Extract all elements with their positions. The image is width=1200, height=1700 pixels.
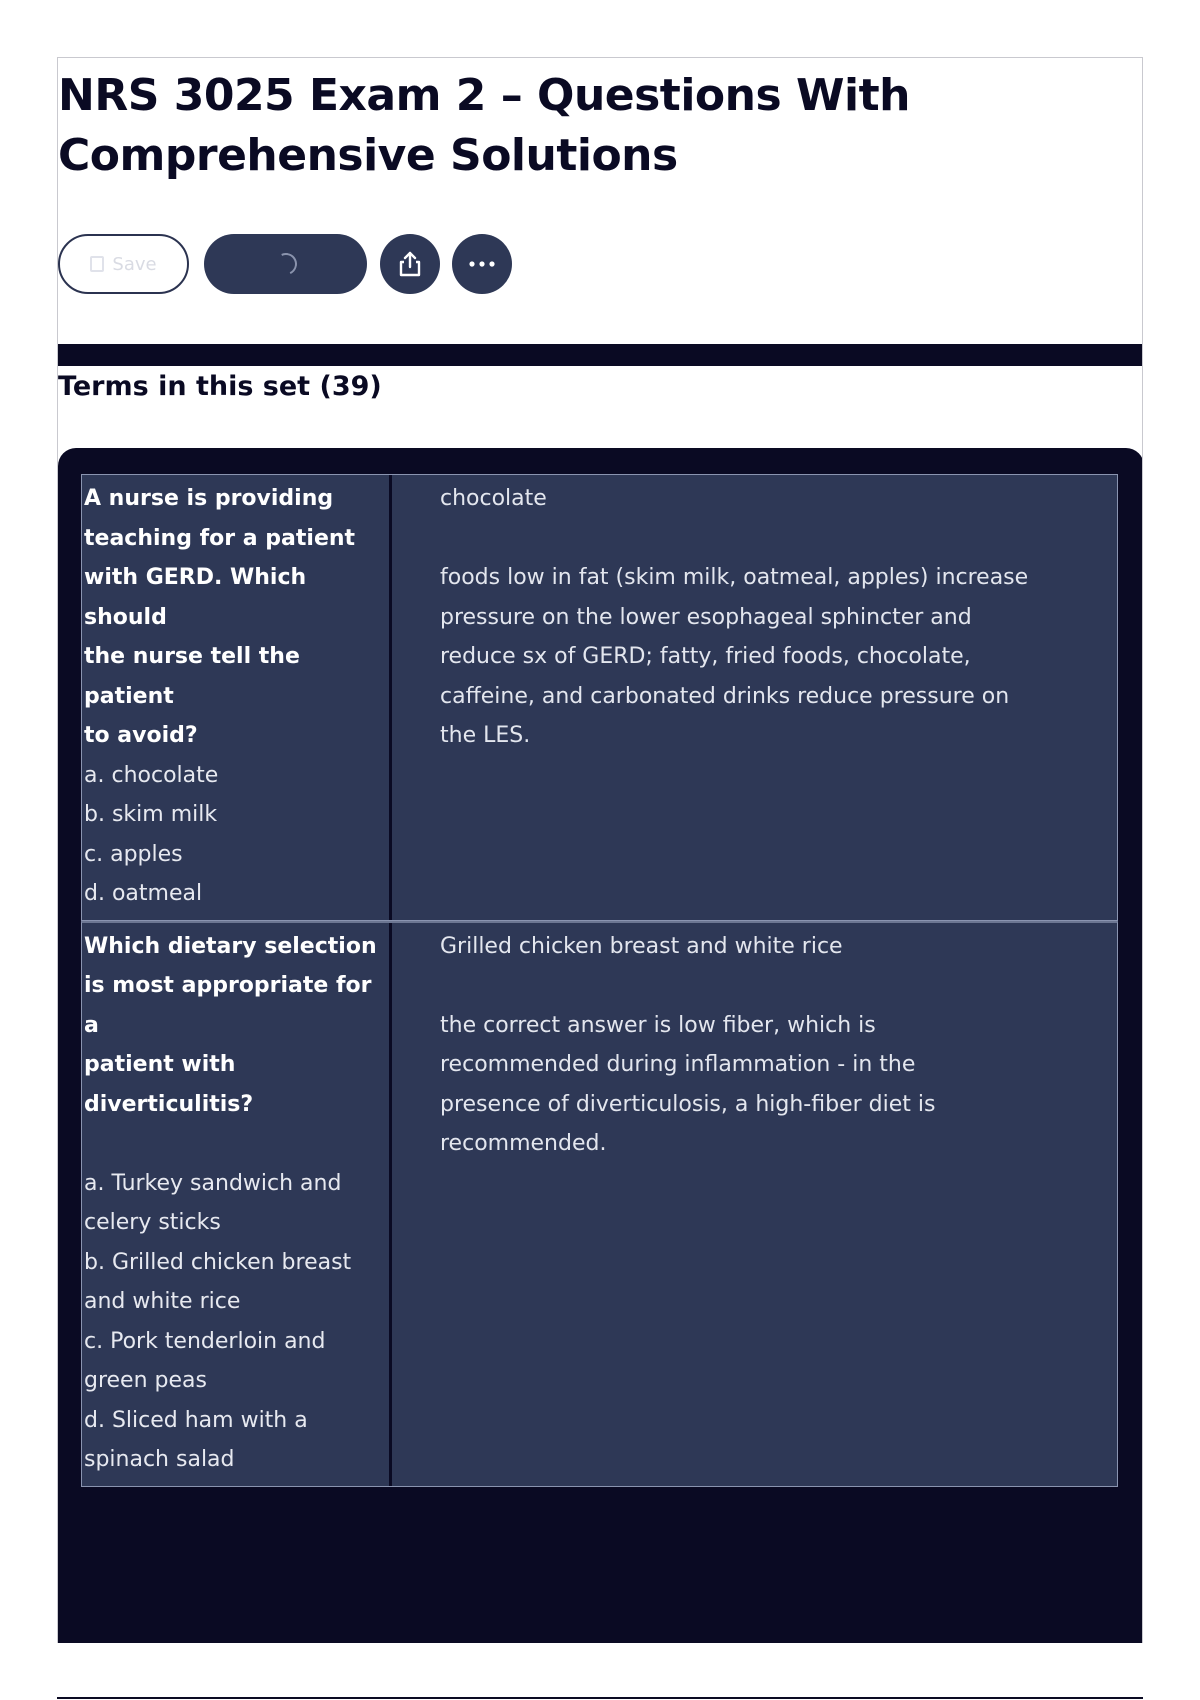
option-line: c. Pork tenderloin and: [84, 1328, 326, 1354]
share-icon: [397, 250, 423, 278]
question-line: is most appropriate for a: [84, 973, 372, 1038]
question-line: diverticulitis?: [84, 1091, 254, 1117]
option-line: a. chocolate: [84, 762, 219, 788]
more-options-button[interactable]: [452, 234, 512, 294]
more-options-icon: [468, 260, 496, 268]
terms-panel: [58, 448, 1143, 1643]
option-line: b. skim milk: [84, 802, 218, 827]
term-row: [81, 474, 1118, 921]
explanation-line: the LES.: [440, 723, 531, 748]
answer-text: chocolate: [440, 486, 547, 511]
option-line: a. Turkey sandwich and: [84, 1170, 342, 1196]
study-button[interactable]: [204, 234, 367, 294]
question-line: A nurse is providing: [84, 486, 334, 511]
explanation-line: caffeine, and carbonated drinks reduce pressure on: [440, 683, 1010, 709]
term-question-cell: [82, 475, 392, 920]
save-label: Save: [112, 253, 157, 275]
term-table: [81, 474, 1118, 1487]
explanation-line: foods low in fat (skim milk, oatmeal, apples) increase: [440, 565, 1029, 590]
question-line: Which dietary selection: [84, 933, 377, 959]
option-line: spinach salad: [84, 1447, 235, 1472]
page-bottom-rule: [57, 1697, 1143, 1699]
action-bar: [58, 233, 512, 295]
explanation-line: the correct answer is low fiber, which is: [440, 1012, 876, 1038]
explanation-line: pressure on the lower esophageal sphincter and: [440, 604, 972, 630]
explanation-line: recommended.: [440, 1131, 607, 1156]
save-button[interactable]: [58, 234, 189, 294]
option-line: d. oatmeal: [84, 881, 203, 906]
option-line: celery sticks: [84, 1210, 221, 1235]
option-line: d. Sliced ham with a: [84, 1407, 308, 1433]
blank-line: [440, 519, 1080, 559]
explanation-line: reduce sx of GERD; fatty, fried foods, chocolate,: [440, 644, 971, 669]
share-button[interactable]: [380, 234, 440, 294]
page-container: [57, 57, 1143, 1643]
section-divider: [58, 344, 1142, 366]
blank-line: [84, 1124, 389, 1164]
term-definition-cell: [440, 927, 1080, 1164]
terms-heading: Terms in this set (39): [58, 371, 382, 402]
option-line: green peas: [84, 1368, 207, 1393]
question-line: the nurse tell the patient: [84, 644, 300, 709]
blank-line: [440, 966, 1080, 1006]
page-title: NRS 3025 Exam 2 – Questions With Comprehensive Solutions: [58, 70, 910, 181]
question-line: with GERD. Which should: [84, 565, 307, 630]
option-line: and white rice: [84, 1289, 241, 1314]
option-line: b. Grilled chicken breast: [84, 1249, 352, 1275]
question-line: patient with: [84, 1052, 236, 1077]
explanation-line: recommended during inflammation - in the: [440, 1052, 916, 1077]
term-definition-cell: [440, 479, 1080, 756]
explanation-line: presence of diverticulosis, a high-fiber diet is: [440, 1091, 936, 1117]
term-question-cell: [82, 923, 392, 1486]
term-row: [81, 921, 1118, 1487]
option-line: c. apples: [84, 841, 183, 867]
answer-text: Grilled chicken breast and white rice: [440, 933, 843, 959]
question-line: to avoid?: [84, 723, 198, 748]
bookmark-icon: [90, 256, 104, 272]
loading-spinner-icon: [271, 250, 299, 278]
question-line: teaching for a patient: [84, 525, 356, 551]
